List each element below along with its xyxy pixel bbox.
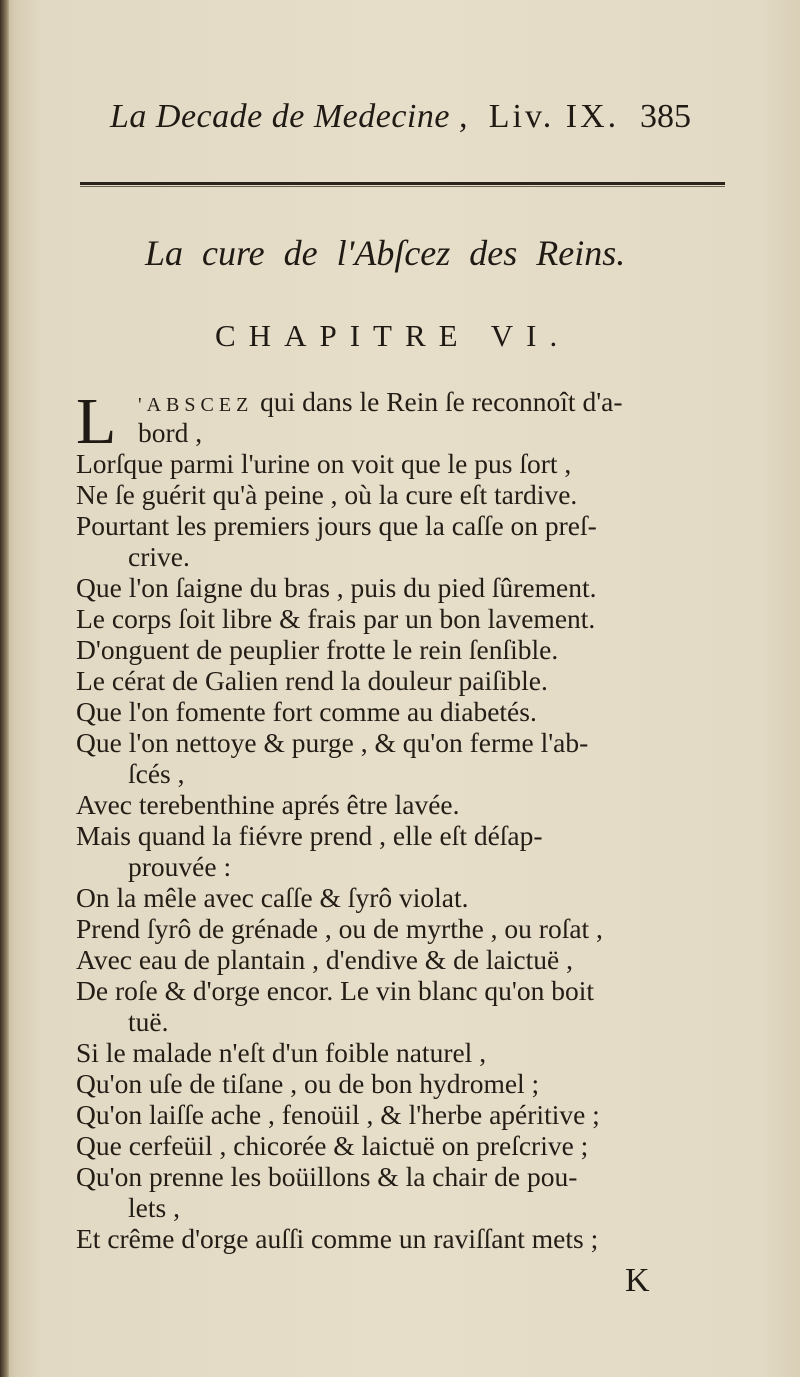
verse-line: Et crême d'orge auſſi comme un raviſſant mets ;: [76, 1223, 599, 1254]
verse-line: lets ,: [128, 1192, 180, 1223]
verse-line: D'onguent de peuplier frotte le rein ſenſible.: [76, 634, 559, 665]
verse-line: Que cerfeüil , chicorée & laictuë on preſcrive ;: [76, 1130, 589, 1161]
verse-line-first: [138, 386, 738, 417]
verse-line: Qu'on uſe de tiſane , ou de bon hydromel ;: [76, 1068, 540, 1099]
header-rule: [80, 182, 725, 185]
verse-line: Que l'on fomente fort comme au diabetés.: [76, 696, 537, 727]
verse-line: tuë.: [128, 1006, 169, 1037]
first-line-rest: qui dans le Rein ſe reconnoît d'a-: [253, 386, 623, 417]
verse-line: Qu'on laiſſe ache , fenoüil , & l'herbe apéritive ;: [76, 1099, 600, 1130]
verse-line: Qu'on prenne les boüillons & la chair de pou-: [76, 1161, 578, 1192]
verse-line: prouvée :: [128, 851, 232, 882]
drop-cap: L: [76, 385, 117, 458]
verse-line: Que l'on ſaigne du bras , puis du pied ſûrement.: [76, 572, 597, 603]
verse-line: Pourtant les premiers jours que la caſſe on preſ-: [76, 510, 597, 541]
verse-line: Le corps ſoit libre & frais par un bon lavement.: [76, 603, 596, 634]
page-number: 385: [639, 98, 691, 135]
verse-line: Avec terebenthine aprés être lavée.: [76, 789, 460, 820]
verse-body: [76, 448, 736, 1254]
verse-line: Mais quand la fiévre prend , elle eſt déſap-: [76, 820, 543, 851]
running-header: [110, 96, 750, 146]
verse-line: crive.: [128, 541, 190, 572]
verse-line-second: bord ,: [138, 417, 203, 448]
verse-line: Avec eau de plantain , d'endive & de laictuë ,: [76, 944, 573, 975]
verse-line: Prend ſyrô de grénade , ou de myrthe , ou roſat ,: [76, 913, 603, 944]
verse-line: On la mêle avec caſſe & ſyrô violat.: [76, 882, 469, 913]
opening-lines: [138, 386, 738, 448]
verse-line: Que l'on nettoye & purge , & qu'on ferme l'ab-: [76, 727, 589, 758]
book-number: Liv. IX.: [488, 98, 620, 135]
verse-line: De roſe & d'orge encor. Le vin blanc qu'on boit: [76, 975, 595, 1006]
verse-line: Si le malade n'eſt d'un foible naturel ,: [76, 1037, 487, 1068]
smallcaps-word: 'ABSCEZ: [138, 394, 254, 416]
book-spine-edge: [0, 0, 9, 1377]
verse-line: Le cérat de Galien rend la douleur paiſible.: [76, 665, 548, 696]
running-title: La Decade de Medecine ,: [110, 98, 468, 135]
verse-line: Ne ſe guérit qu'à peine , où la cure eſt tardive.: [76, 479, 578, 510]
section-title: La cure de l'Abſcez des Reins.: [145, 233, 626, 273]
header-rule-thin: [80, 186, 725, 187]
verse-line: Lorſque parmi l'urine on voit que le pus ſort ,: [76, 448, 572, 479]
verse-line: ſcés ,: [128, 758, 185, 789]
catchword: K: [625, 1262, 650, 1299]
chapter-heading: CHAPITRE VI.: [215, 318, 571, 353]
